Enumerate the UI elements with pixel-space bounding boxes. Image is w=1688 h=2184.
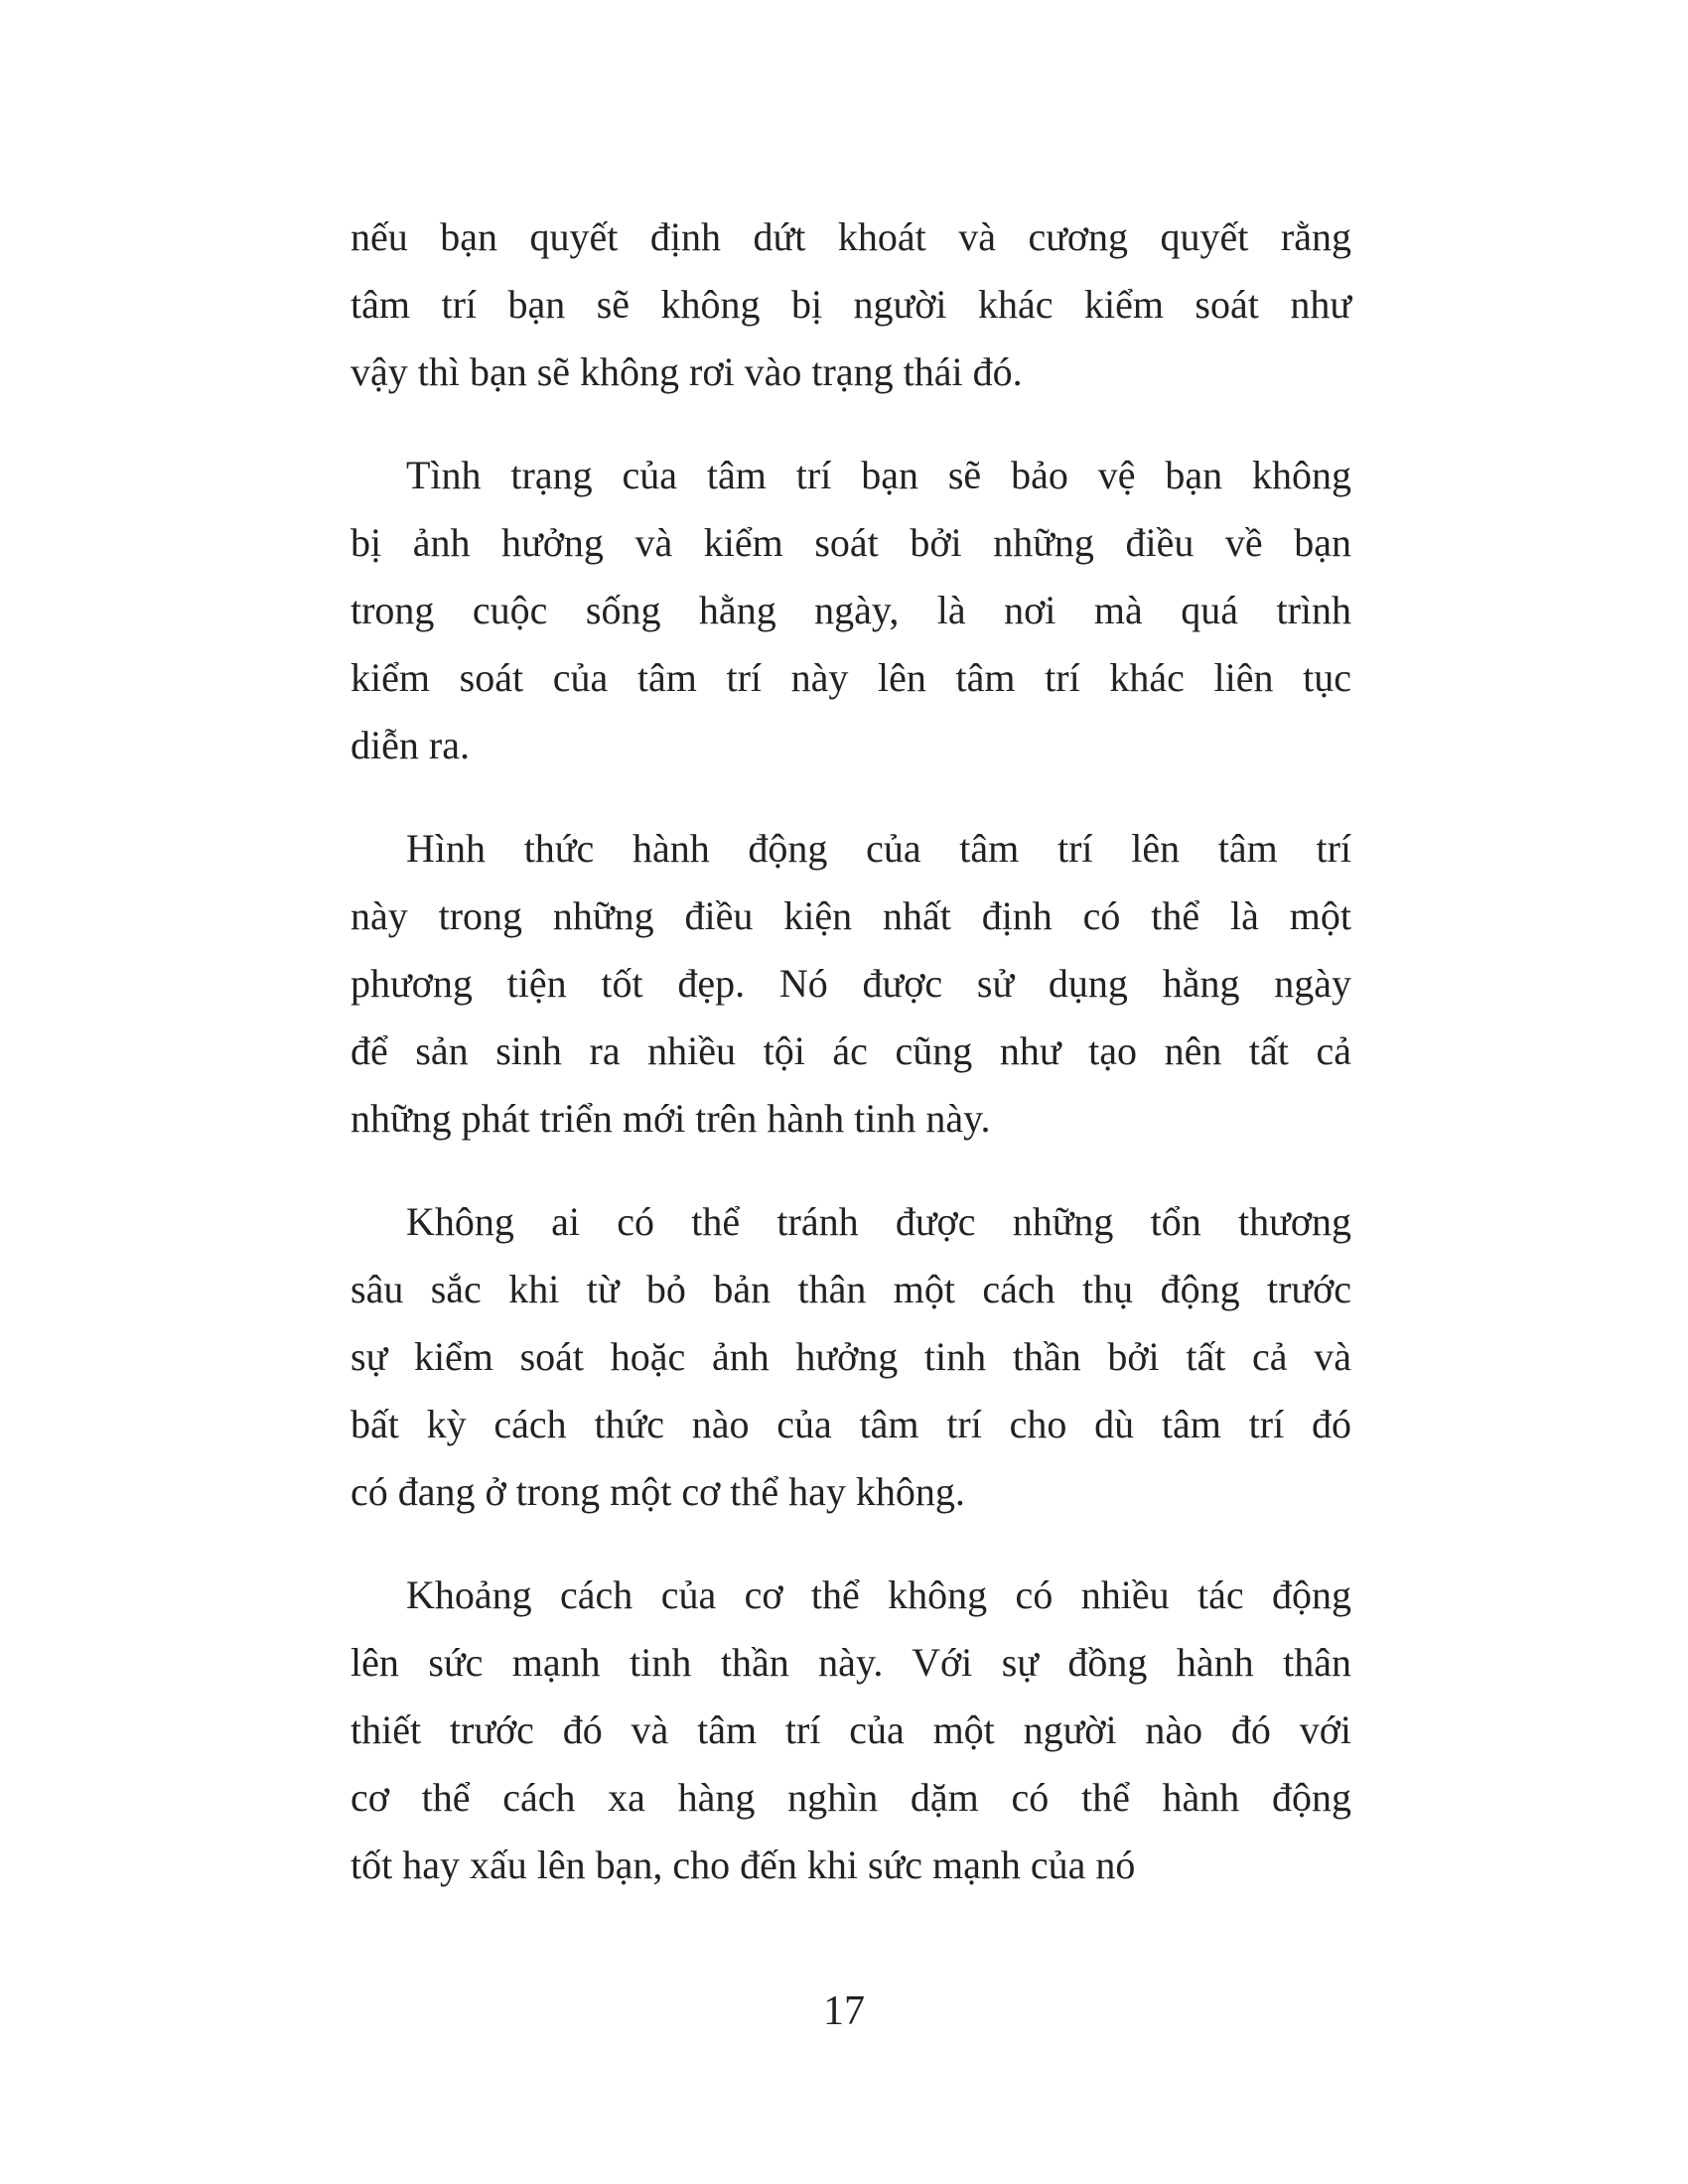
text-line: phương tiện tốt đẹp. Nó được sử dụng hằng ngày bbox=[351, 961, 1351, 1006]
paragraph bbox=[351, 442, 1351, 779]
text-line: bị ảnh hưởng và kiểm soát bởi những điều về bạn bbox=[351, 520, 1351, 565]
text-line: kiểm soát của tâm trí này lên tâm trí khác liên tục bbox=[351, 655, 1351, 700]
text-line: nếu bạn quyết định dứt khoát và cương quyết rằng bbox=[351, 214, 1351, 259]
text-line: này trong những điều kiện nhất định có thể là một bbox=[351, 893, 1351, 938]
text-line: Không ai có thể tránh được những tổn thương bbox=[406, 1199, 1351, 1244]
text-line: tâm trí bạn sẽ không bị người khác kiểm soát như bbox=[351, 282, 1351, 327]
text-line: bất kỳ cách thức nào của tâm trí cho dù tâm trí đó bbox=[351, 1402, 1351, 1446]
text-line: lên sức mạnh tinh thần này. Với sự đồng hành thân bbox=[351, 1640, 1351, 1685]
text-line: sự kiểm soát hoặc ảnh hưởng tinh thần bởi tất cả và bbox=[351, 1334, 1351, 1379]
text-line: trong cuộc sống hằng ngày, là nơi mà quá trình bbox=[351, 588, 1351, 632]
text-line: cơ thể cách xa hàng nghìn dặm có thể hành động bbox=[351, 1775, 1351, 1820]
text-line: những phát triển mới trên hành tinh này. bbox=[351, 1096, 991, 1141]
text-line: tốt hay xấu lên bạn, cho đến khi sức mạnh của nó bbox=[351, 1843, 1136, 1887]
text-line: sâu sắc khi từ bỏ bản thân một cách thụ động trước bbox=[351, 1267, 1351, 1311]
text-line: diễn ra. bbox=[351, 723, 470, 767]
text-line: Hình thức hành động của tâm trí lên tâm trí bbox=[406, 826, 1351, 871]
text-line: có đang ở trong một cơ thể hay không. bbox=[351, 1469, 965, 1514]
paragraph bbox=[351, 815, 1351, 1153]
text-line: thiết trước đó và tâm trí của một người nào đó với bbox=[351, 1707, 1351, 1752]
text-line: để sản sinh ra nhiều tội ác cũng như tạo nên tất cả bbox=[351, 1028, 1351, 1073]
text-line: vậy thì bạn sẽ không rơi vào trạng thái đó. bbox=[351, 349, 1023, 394]
text-line: Khoảng cách của cơ thể không có nhiều tác động bbox=[406, 1572, 1351, 1617]
page-number: 17 bbox=[823, 1988, 865, 2034]
text-line: Tình trạng của tâm trí bạn sẽ bảo vệ bạn không bbox=[406, 453, 1351, 497]
paragraph bbox=[351, 1562, 1351, 1899]
paragraph bbox=[351, 1188, 1351, 1526]
text-column bbox=[351, 204, 1351, 1935]
paragraph bbox=[351, 204, 1351, 406]
